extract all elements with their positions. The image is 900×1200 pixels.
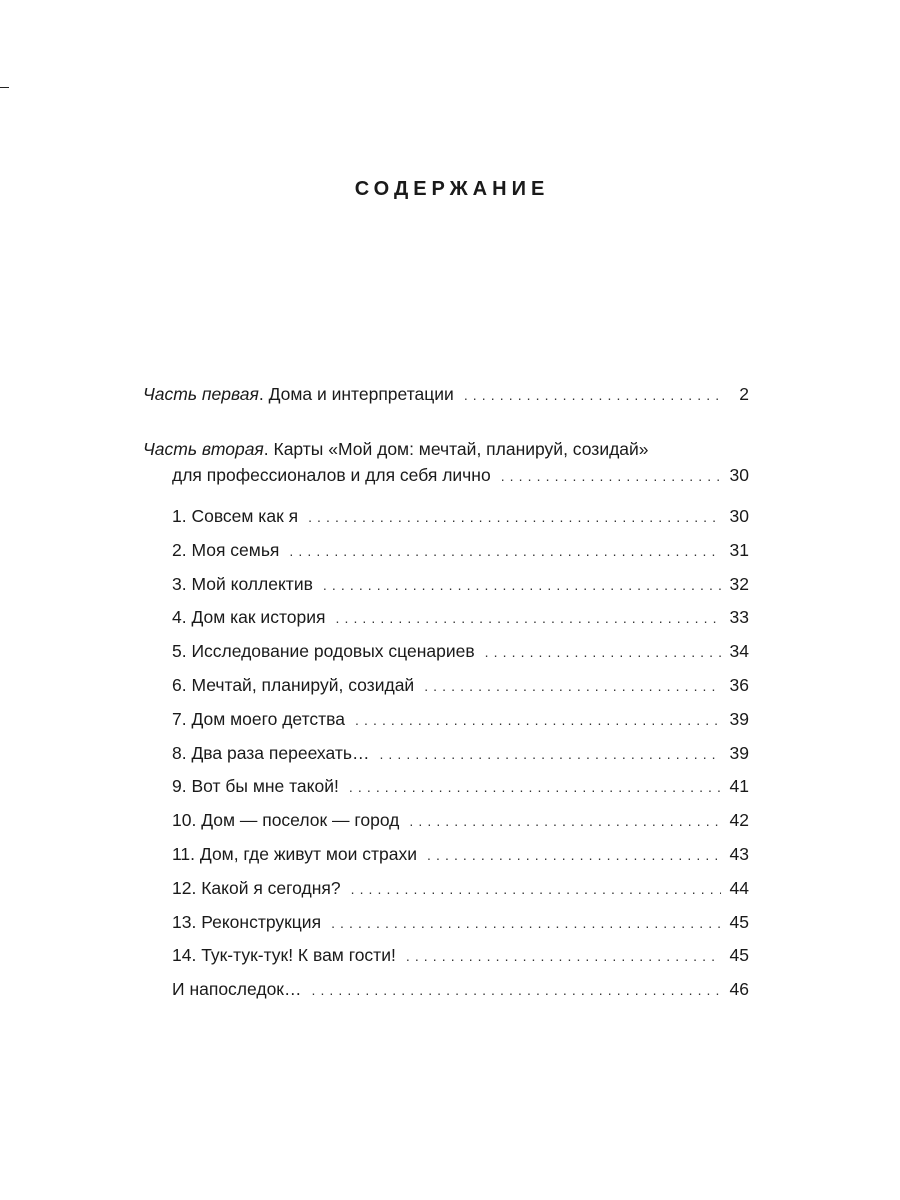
toc-part-two-heading[interactable] xyxy=(143,437,649,461)
dot-leader xyxy=(323,573,721,597)
dot-leader xyxy=(308,505,721,529)
toc-chapter-row[interactable] xyxy=(172,842,749,866)
part-two-title-line1: . Карты «Мой дом: мечтай, планируй, созидай» xyxy=(263,439,649,459)
chapter-title: 13. Реконструкция xyxy=(172,912,322,932)
page-number: 45 xyxy=(729,912,749,932)
chapter-title: 4. Дом как история xyxy=(172,607,326,627)
toc-chapter-row[interactable] xyxy=(172,943,749,967)
dot-leader xyxy=(427,843,721,867)
chapter-title: 3. Мой коллектив xyxy=(172,574,313,594)
page-number: 31 xyxy=(729,540,749,560)
dot-leader xyxy=(379,742,721,766)
dot-leader xyxy=(311,978,721,1002)
chapter-title: 5. Исследование родовых сценариев xyxy=(172,641,475,661)
chapter-title: 10. Дом — поселок — город xyxy=(172,810,400,830)
dot-leader xyxy=(349,775,721,799)
chapter-title: 8. Два раза переехать… xyxy=(172,743,370,763)
part-two-label: Часть вторая xyxy=(143,439,264,459)
page-number: 46 xyxy=(729,979,749,999)
toc-chapter-row[interactable] xyxy=(172,605,749,629)
dot-leader xyxy=(464,383,721,407)
page-number: 30 xyxy=(729,506,749,526)
toc-chapter-row[interactable] xyxy=(172,538,749,562)
toc-part-one[interactable] xyxy=(143,382,749,406)
dot-leader xyxy=(485,640,721,664)
toc-chapter-row[interactable] xyxy=(172,707,749,731)
dot-leader xyxy=(501,464,721,488)
part-one-label: Часть первая xyxy=(143,384,259,404)
chapter-title: 6. Мечтай, планируй, созидай xyxy=(172,675,415,695)
page-title: СОДЕРЖАНИЕ xyxy=(354,178,550,200)
toc-chapter-row[interactable] xyxy=(172,673,749,697)
toc-chapter-row[interactable] xyxy=(172,774,749,798)
toc-chapter-row[interactable] xyxy=(172,504,749,528)
toc-chapter-row[interactable] xyxy=(172,572,749,596)
part-two-title-line2: для профессионалов и для себя лично xyxy=(172,465,491,485)
dot-leader xyxy=(351,877,721,901)
dot-leader xyxy=(331,911,721,935)
toc-chapter-row[interactable] xyxy=(172,910,749,934)
toc-chapter-row[interactable] xyxy=(172,876,749,900)
page-number: 39 xyxy=(729,709,749,729)
page-number: 44 xyxy=(729,878,749,898)
toc-chapter-row[interactable] xyxy=(172,977,749,1001)
page-number: 34 xyxy=(729,641,749,661)
page-number: 42 xyxy=(729,810,749,830)
chapter-title: 9. Вот бы мне такой! xyxy=(172,776,339,796)
dot-leader xyxy=(355,708,721,732)
chapter-title: 12. Какой я сегодня? xyxy=(172,878,341,898)
chapter-title: 2. Моя семья xyxy=(172,540,280,560)
dot-leader xyxy=(406,944,721,968)
page-number: 32 xyxy=(729,574,749,594)
part-one-text xyxy=(143,382,454,406)
toc-part-two[interactable] xyxy=(172,463,749,487)
toc-chapter-row[interactable] xyxy=(172,741,749,765)
page-number: 30 xyxy=(729,465,749,485)
dot-leader xyxy=(424,674,721,698)
dot-leader xyxy=(289,539,721,563)
dot-leader xyxy=(409,809,721,833)
page-number: 36 xyxy=(729,675,749,695)
chapter-title: 11. Дом, где живут мои страхи xyxy=(172,844,418,864)
page-number: 2 xyxy=(739,384,749,404)
page-number: 39 xyxy=(729,743,749,763)
chapter-title: 1. Совсем как я xyxy=(172,506,299,526)
dot-leader xyxy=(335,606,721,630)
part-one-title: . Дома и интерпретации xyxy=(258,384,454,404)
toc-chapter-row[interactable] xyxy=(172,639,749,663)
chapter-title: 7. Дом моего детства xyxy=(172,709,346,729)
page-number: 33 xyxy=(729,607,749,627)
page-number: 41 xyxy=(729,776,749,796)
toc-chapter-row[interactable] xyxy=(172,808,749,832)
page-number: 45 xyxy=(729,945,749,965)
chapter-title: 14. Тук-тук-тук! К вам гости! xyxy=(172,945,396,965)
chapter-title: И напоследок… xyxy=(172,979,302,999)
page-number: 43 xyxy=(729,844,749,864)
